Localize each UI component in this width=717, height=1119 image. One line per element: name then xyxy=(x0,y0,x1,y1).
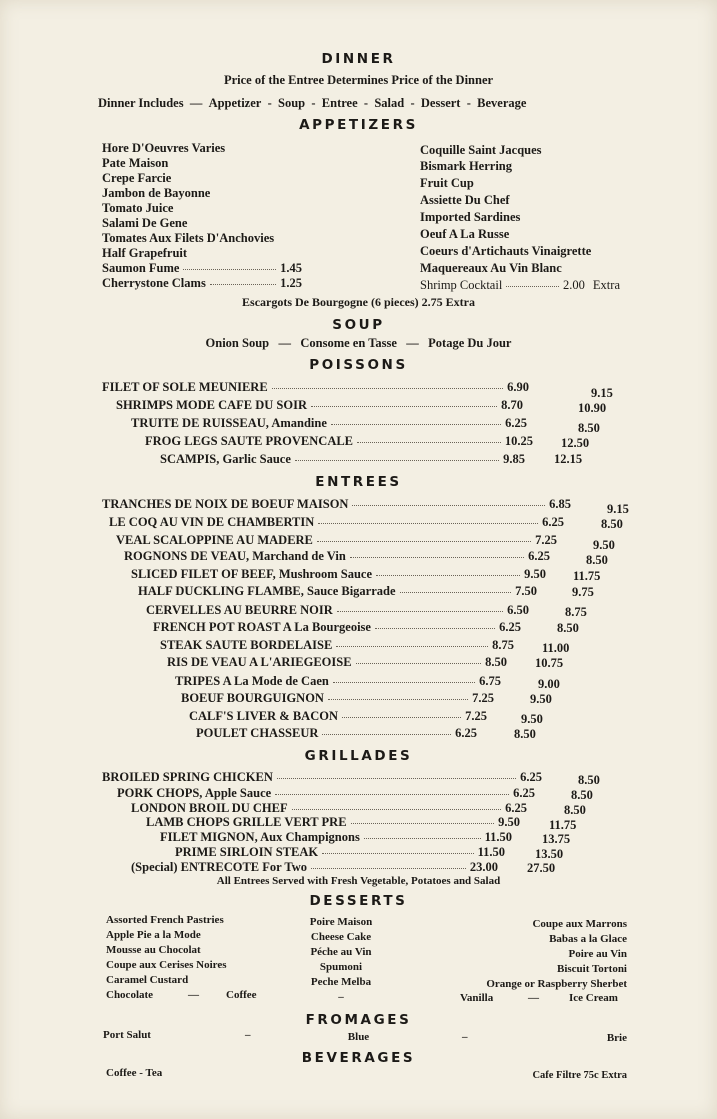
dinner-price: 10.75 xyxy=(535,656,564,670)
menu-item-row xyxy=(175,845,505,861)
dinner-price: 9.50 xyxy=(521,712,543,726)
beverage-item: Coffee - Tea xyxy=(106,1067,163,1079)
menu-item-row xyxy=(131,860,498,876)
dinner-price: 9.15 xyxy=(607,502,629,516)
dinner-price: 27.50 xyxy=(527,861,556,875)
item-price: 7.25 xyxy=(465,709,487,723)
item-price: 9.50 xyxy=(524,567,546,581)
appetizer-item: Fruit Cup xyxy=(420,176,474,190)
includes-dash: — xyxy=(189,96,203,110)
dinner-price: 8.50 xyxy=(578,421,600,435)
includes-item: Soup xyxy=(278,96,306,110)
dinner-price: 8.50 xyxy=(578,773,600,787)
item-price: 1.45 xyxy=(280,261,302,275)
item-name: BROILED SPRING CHICKEN xyxy=(102,770,273,784)
soup-items xyxy=(0,336,717,351)
dessert-item: Peche Melba xyxy=(310,976,372,988)
appetizer-item: Tomato Juice xyxy=(102,201,174,215)
includes-label: Dinner Includes xyxy=(98,96,184,110)
includes-item: Beverage xyxy=(477,96,527,110)
item-price: 11.50 xyxy=(484,830,512,844)
item-price: 10.25 xyxy=(504,434,533,448)
dessert-item: Cheese Cake xyxy=(310,931,372,943)
leader-dots xyxy=(322,733,451,735)
appetizer-item: Assiette Du Chef xyxy=(420,193,510,207)
dinner-price: 12.50 xyxy=(561,436,590,450)
dessert-item: Ice Cream xyxy=(569,992,618,1004)
item-name: POULET CHASSEUR xyxy=(196,726,319,740)
menu-item-row xyxy=(138,584,537,600)
menu-item-row xyxy=(160,830,512,846)
shrimp-cocktail-row xyxy=(420,278,620,294)
dinner-price: 9.75 xyxy=(572,585,594,599)
leader-dots xyxy=(337,610,503,612)
leader-dots xyxy=(351,822,495,824)
beverage-extra-note: Cafe Filtre 75c Extra xyxy=(532,1070,627,1081)
leader-dots xyxy=(375,627,495,629)
dessert-item: Assorted French Pastries xyxy=(106,914,224,926)
leader-dots xyxy=(352,504,545,506)
item-price: 6.25 xyxy=(528,549,550,563)
leader-dots xyxy=(350,556,524,558)
dinner-price: 8.50 xyxy=(601,517,623,531)
item-name: CERVELLES AU BEURRE NOIR xyxy=(146,603,333,617)
menu-item-row xyxy=(175,674,501,690)
leader-dots xyxy=(364,837,481,839)
cheese-dash: – xyxy=(245,1029,251,1041)
menu-item-row xyxy=(189,709,487,725)
includes-item: Salad xyxy=(374,96,405,110)
grillades-heading: GRILLADES xyxy=(304,748,413,764)
item-name: FILET MIGNON, Aux Champignons xyxy=(160,830,360,844)
menu-item-row xyxy=(102,770,542,786)
menu-item-row xyxy=(181,691,494,707)
leader-dots xyxy=(376,574,520,576)
dinner-price: 11.75 xyxy=(573,569,601,583)
item-price: 6.25 xyxy=(505,416,527,430)
dessert-item: Biscuit Tortoni xyxy=(557,963,627,975)
entrees-served-note: All Entrees Served with Fresh Vegetable, Potatoes and Salad xyxy=(216,875,501,887)
appetizer-item: Maquereaux Au Vin Blanc xyxy=(420,261,562,275)
dessert-item: Caramel Custard xyxy=(106,974,189,986)
appetizer-item: Oeuf A La Russe xyxy=(420,227,510,241)
soup-dash: — xyxy=(406,336,419,350)
appetizer-item: Half Grapefruit xyxy=(102,246,188,260)
leader-dots xyxy=(275,793,509,795)
dessert-item: Apple Pie a la Mode xyxy=(106,929,201,941)
dessert-item: Chocolate xyxy=(106,989,154,1001)
menu-item-row xyxy=(131,567,546,583)
dinner-price: 9.00 xyxy=(538,677,560,691)
dessert-dash: — xyxy=(188,989,199,1001)
dinner-price: 9.15 xyxy=(591,386,613,400)
item-name: FROG LEGS SAUTE PROVENCALE xyxy=(145,434,354,448)
leader-dots xyxy=(210,283,276,285)
leader-dots xyxy=(311,405,497,407)
menu-item-row xyxy=(102,497,571,513)
escargots-line: Escargots De Bourgogne (6 pieces) 2.75 Extra xyxy=(242,295,475,309)
item-name: HALF DUCKLING FLAMBE, Sauce Bigarrade xyxy=(138,584,396,598)
leader-dots xyxy=(333,681,475,683)
leader-dots xyxy=(400,591,512,593)
menu-item-row xyxy=(146,815,520,831)
dinner-price: 12.15 xyxy=(554,452,583,466)
dinner-price: 10.90 xyxy=(578,401,607,415)
appetizer-item: Salami De Gene xyxy=(102,216,188,230)
leader-dots xyxy=(292,808,502,810)
dinner-price: 13.50 xyxy=(535,847,564,861)
includes-sep: - xyxy=(311,96,316,110)
item-name: SHRIMPS MODE CAFE DU SOIR xyxy=(116,398,307,412)
dessert-item: Orange or Raspberry Sherbet xyxy=(486,978,627,990)
dinner-price: 8.50 xyxy=(571,788,593,802)
item-name: TRANCHES DE NOIX DE BOEUF MAISON xyxy=(102,497,349,511)
includes-sep: - xyxy=(466,96,471,110)
dessert-item: Poire Maison xyxy=(309,916,373,928)
appetizer-item: Coquille Saint Jacques xyxy=(420,143,542,157)
item-name: (Special) ENTRECOTE For Two xyxy=(131,860,308,874)
leader-dots xyxy=(272,387,503,389)
leader-dots xyxy=(336,645,488,647)
dessert-item: Péche au Vin xyxy=(310,946,372,958)
item-name: CALF'S LIVER & BACON xyxy=(189,709,338,723)
appetizer-item: Hore D'Oeuvres Varies xyxy=(102,141,226,155)
item-name: TRUITE DE RUISSEAU, Amandine xyxy=(131,416,327,430)
item-name: LONDON BROIL DU CHEF xyxy=(131,801,288,815)
item-name: PORK CHOPS, Apple Sauce xyxy=(117,786,272,800)
dinner-price: 8.50 xyxy=(557,621,579,635)
includes-item: Appetizer xyxy=(208,96,262,110)
item-price: 11.50 xyxy=(477,845,505,859)
appetizer-item: Imported Sardines xyxy=(420,210,521,224)
cheese-item: Brie xyxy=(606,1032,627,1044)
includes-sep: - xyxy=(363,96,369,110)
menu-item-row xyxy=(145,434,533,450)
item-name: Saumon Fume xyxy=(102,261,180,275)
leader-dots xyxy=(311,867,466,869)
item-price: 6.50 xyxy=(507,603,529,617)
leader-dots xyxy=(322,852,473,854)
dessert-item: Mousse au Chocolat xyxy=(106,944,201,956)
menu-item-row xyxy=(196,726,477,742)
leader-dots xyxy=(277,777,516,779)
item-price: 7.25 xyxy=(472,691,494,705)
dinner-price: 13.75 xyxy=(542,832,571,846)
appetizers-heading: APPETIZERS xyxy=(299,117,418,133)
dessert-item: Poire au Vin xyxy=(568,948,627,960)
dessert-item: Coupe aux Marrons xyxy=(532,918,627,930)
dinner-price: 11.75 xyxy=(549,818,577,832)
leader-dots xyxy=(317,540,531,542)
menu-item-row xyxy=(167,655,507,671)
beverages-heading: BEVERAGES xyxy=(301,1050,416,1066)
item-price: 6.75 xyxy=(479,674,501,688)
item-name: SLICED FILET OF BEEF, Mushroom Sauce xyxy=(131,567,373,581)
leader-dots xyxy=(506,285,559,287)
leader-dots xyxy=(183,268,276,270)
item-price: 6.85 xyxy=(549,497,571,511)
appetizer-priced-item xyxy=(102,261,302,277)
item-name: PRIME SIRLOIN STEAK xyxy=(175,845,319,859)
item-price: 6.25 xyxy=(499,620,521,634)
dessert-item: Coupe aux Cerises Noires xyxy=(106,959,227,971)
cheese-item: Blue xyxy=(347,1031,370,1043)
item-price: 6.25 xyxy=(505,801,527,815)
cheese-dash: – xyxy=(462,1031,468,1043)
dessert-item: Vanilla xyxy=(460,992,494,1004)
item-price: 6.25 xyxy=(455,726,477,740)
item-price: 23.00 xyxy=(469,860,498,874)
menu-item-row xyxy=(131,416,527,432)
item-price: 8.70 xyxy=(501,398,523,412)
item-price: 9.50 xyxy=(498,815,520,829)
menu-item-row xyxy=(109,515,564,531)
item-name: FILET OF SOLE MEUNIERE xyxy=(102,380,268,394)
item-price: 2.00 xyxy=(563,278,585,292)
dinner-price: 11.00 xyxy=(542,641,570,655)
appetizer-item: Jambon de Bayonne xyxy=(102,186,211,200)
leader-dots xyxy=(295,459,499,461)
leader-dots xyxy=(342,716,461,718)
soup-heading: SOUP xyxy=(332,317,385,333)
item-price: 7.25 xyxy=(535,533,557,547)
leader-dots xyxy=(356,662,482,664)
item-price: 6.25 xyxy=(520,770,542,784)
item-price: 8.75 xyxy=(492,638,514,652)
item-price: 1.25 xyxy=(280,276,302,290)
menu-item-row xyxy=(102,380,529,396)
item-price: 6.25 xyxy=(513,786,535,800)
item-name: LAMB CHOPS GRILLE VERT PRE xyxy=(146,815,347,829)
soup-item: Consome en Tasse xyxy=(300,336,397,350)
dessert-item: Coffee xyxy=(226,989,257,1001)
desserts-heading: DESSERTS xyxy=(309,893,408,909)
menu-item-row xyxy=(124,549,550,565)
item-name: VEAL SCALOPPINE AU MADERE xyxy=(116,533,313,547)
menu-item-row xyxy=(160,638,514,654)
leader-dots xyxy=(357,441,501,443)
poissons-heading: POISSONS xyxy=(309,357,408,373)
soup-item: Onion Soup xyxy=(205,336,270,350)
menu-item-row xyxy=(117,786,535,802)
dinner-price: 8.50 xyxy=(564,803,586,817)
menu-item-row xyxy=(116,533,557,549)
soup-dash: — xyxy=(278,336,291,350)
item-name: RIS DE VEAU A L'ARIEGEOISE xyxy=(167,655,352,669)
includes-item: Dessert xyxy=(420,96,461,110)
dinner-price: 8.75 xyxy=(565,605,587,619)
menu-item-row xyxy=(153,620,521,636)
item-price: 6.25 xyxy=(542,515,564,529)
appetizer-priced-item xyxy=(102,276,302,292)
includes-sep: - xyxy=(410,96,415,110)
leader-dots xyxy=(331,423,501,425)
dessert-dash: – xyxy=(338,991,344,1003)
item-price: 6.90 xyxy=(507,380,529,394)
item-name: BOEUF BOURGUIGNON xyxy=(181,691,324,705)
dinner-price: 9.50 xyxy=(593,538,615,552)
appetizer-item: Crepe Farcie xyxy=(102,171,172,185)
dessert-dash: — xyxy=(528,992,539,1004)
dessert-item: Spumoni xyxy=(319,961,363,973)
menu-item-row xyxy=(160,452,525,468)
menu-item-row xyxy=(146,603,529,619)
includes-sep: - xyxy=(267,96,272,110)
entrees-heading: ENTREES xyxy=(315,474,402,490)
appetizer-item: Tomates Aux Filets D'Anchovies xyxy=(102,231,275,245)
appetizer-item: Bismark Herring xyxy=(420,159,513,173)
dessert-item: Babas a la Glace xyxy=(549,933,627,945)
extra-label: Extra xyxy=(592,278,620,292)
menu-title: DINNER xyxy=(321,51,396,67)
item-name: ROGNONS DE VEAU, Marchand de Vin xyxy=(124,549,346,563)
item-name: Shrimp Cocktail xyxy=(420,278,503,292)
leader-dots xyxy=(328,698,468,700)
item-price: 8.50 xyxy=(485,655,507,669)
cheese-item: Port Salut xyxy=(103,1029,151,1041)
menu-subtitle: Price of the Entree Determines Price of the Dinner xyxy=(223,73,494,87)
dinner-includes-line xyxy=(98,96,526,111)
includes-item: Entree xyxy=(321,96,358,110)
menu-item-row xyxy=(116,398,523,414)
item-price: 7.50 xyxy=(515,584,537,598)
item-price: 9.85 xyxy=(503,452,525,466)
dinner-price: 8.50 xyxy=(514,727,536,741)
item-name: SCAMPIS, Garlic Sauce xyxy=(160,452,291,466)
appetizer-item: Coeurs d'Artichauts Vinaigrette xyxy=(420,244,592,258)
dinner-price: 9.50 xyxy=(530,692,552,706)
appetizer-item: Pate Maison xyxy=(102,156,169,170)
leader-dots xyxy=(318,522,538,524)
soup-item: Potage Du Jour xyxy=(428,336,512,350)
dinner-price: 8.50 xyxy=(586,553,608,567)
item-name: STEAK SAUTE BORDELAISE xyxy=(160,638,333,652)
fromages-heading: FROMAGES xyxy=(305,1012,412,1028)
item-name: LE COQ AU VIN DE CHAMBERTIN xyxy=(109,515,315,529)
item-name: TRIPES A La Mode de Caen xyxy=(175,674,329,688)
item-name: FRENCH POT ROAST A La Bourgeoise xyxy=(153,620,371,634)
item-name: Cherrystone Clams xyxy=(102,276,206,290)
